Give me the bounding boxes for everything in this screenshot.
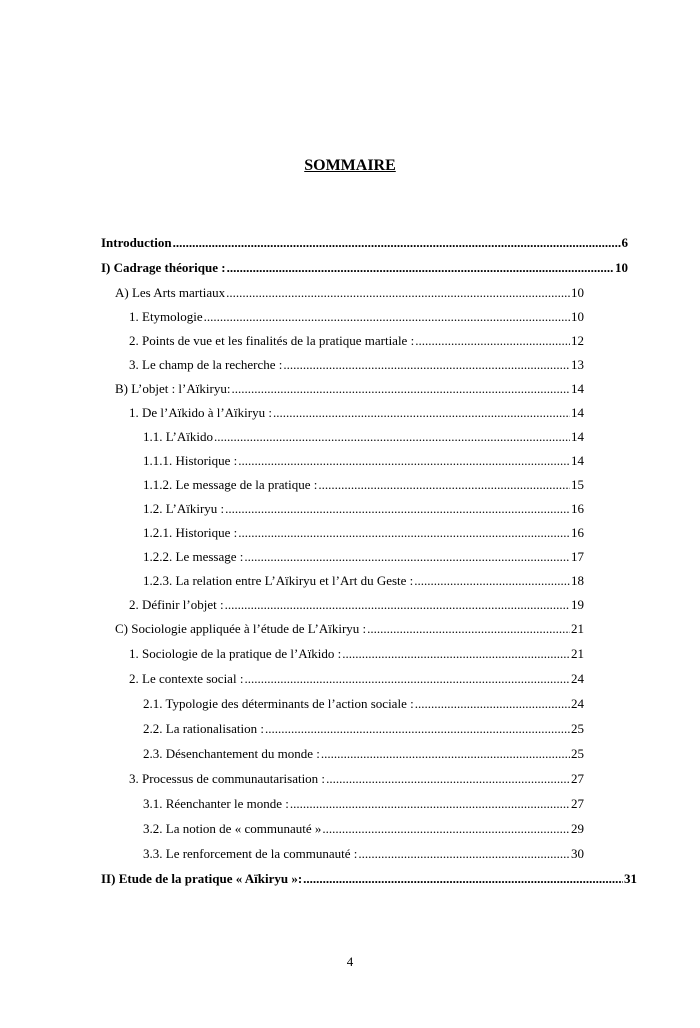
toc-entry-page: 30: [571, 846, 584, 861]
toc-entry-page: 27: [571, 771, 584, 786]
leader-dots: [265, 720, 570, 738]
toc-entry-label: 1.1.1. Historique :: [143, 453, 238, 468]
toc-entry-page: 10: [615, 260, 628, 275]
toc-entry: [101, 234, 628, 252]
toc-entry: [129, 308, 584, 326]
leader-dots: [321, 745, 570, 763]
toc-entry-page: 25: [571, 746, 584, 761]
leader-dots: [231, 380, 570, 398]
leader-dots: [225, 596, 570, 614]
leader-dots: [415, 695, 570, 713]
toc-entry-label: 1. Sociologie de la pratique de l’Aïkido :: [129, 646, 342, 661]
toc-entry: [143, 500, 584, 518]
toc-entry-page: 14: [571, 429, 584, 444]
toc-entry-page: 15: [571, 477, 584, 492]
toc-entry-page: 27: [571, 796, 584, 811]
leader-dots: [226, 284, 570, 302]
toc-entry-label: 1. De l’Aïkido à l’Aïkiryu :: [129, 405, 272, 420]
toc-entry-page: 10: [571, 285, 584, 300]
toc-entry-label: 2.2. La rationalisation :: [143, 721, 264, 736]
toc-entry: [129, 404, 584, 422]
toc-entry-label: 2. Le contexte social :: [129, 671, 244, 686]
toc-entry-page: 18: [571, 573, 584, 588]
toc-entry-page: 14: [571, 381, 584, 396]
toc-entry-label: 1.2. L’Aïkiryu :: [143, 501, 225, 516]
document-title: SOMMAIRE: [304, 157, 396, 174]
toc-entry: [143, 720, 584, 738]
toc-entry: [129, 645, 584, 663]
toc-entry: [101, 870, 637, 888]
toc-entry-label: C) Sociologie appliquée à l’étude de L’Aïkiryu :: [115, 621, 367, 636]
leader-dots: [244, 670, 570, 688]
toc-entry-label: Introduction: [101, 235, 172, 250]
toc-entry-label: 1. Etymologie: [129, 309, 203, 324]
toc-entry-page: 29: [571, 821, 584, 836]
leader-dots: [173, 234, 621, 252]
toc-entry-page: 14: [571, 405, 584, 420]
toc-entry-page: 16: [571, 501, 584, 516]
leader-dots: [290, 795, 570, 813]
toc-entry: [129, 596, 584, 614]
leader-dots: [367, 620, 570, 638]
leader-dots: [238, 524, 570, 542]
leader-dots: [318, 476, 570, 494]
leader-dots: [273, 404, 570, 422]
toc-entry: [115, 380, 584, 398]
leader-dots: [415, 332, 570, 350]
toc-entry: [129, 670, 584, 688]
toc-entry-label: 1.2.3. La relation entre L’Aïkiryu et l’Art du Geste :: [143, 573, 414, 588]
toc-entry: [143, 572, 584, 590]
toc-entry-label: 2. Définir l’objet :: [129, 597, 224, 612]
toc-entry-label: 1.1. L’Aïkido: [143, 429, 213, 444]
toc-entry-page: 17: [571, 549, 584, 564]
leader-dots: [214, 428, 570, 446]
toc-entry-label: 3.3. Le renforcement de la communauté :: [143, 846, 358, 861]
toc-entry-page: 19: [571, 597, 584, 612]
toc-entry: [129, 356, 584, 374]
toc-entry: [143, 820, 584, 838]
toc-entry-label: 2.3. Désenchantement du monde :: [143, 746, 320, 761]
toc-entry-label: I) Cadrage théorique :: [101, 260, 226, 275]
toc-entry: [143, 745, 584, 763]
leader-dots: [414, 572, 570, 590]
toc-entry: [143, 524, 584, 542]
toc-entry-page: 16: [571, 525, 584, 540]
toc-entry-label: 2. Points de vue et les finalités de la pratique martiale :: [129, 333, 415, 348]
leader-dots: [283, 356, 570, 374]
toc-entry-page: 24: [571, 671, 584, 686]
toc-entry: [143, 695, 584, 713]
toc-entry-page: 25: [571, 721, 584, 736]
toc-entry-page: 21: [571, 646, 584, 661]
toc-entry-label: 2.1. Typologie des déterminants de l’action sociale :: [143, 696, 414, 711]
toc-entry-label: B) L’objet : l’Aïkiryu:: [115, 381, 231, 396]
toc-entry-page: 12: [571, 333, 584, 348]
toc-entry-page: 14: [571, 453, 584, 468]
toc-entry-label: 3. Processus de communautarisation :: [129, 771, 326, 786]
toc-entry-label: 3.1. Réenchanter le monde :: [143, 796, 289, 811]
leader-dots: [358, 845, 570, 863]
toc-entry: [115, 620, 584, 638]
toc-entry-page: 31: [624, 871, 637, 886]
leader-dots: [244, 548, 570, 566]
toc-entry: [115, 284, 584, 302]
toc-entry-label: 3.2. La notion de « communauté »: [143, 821, 322, 836]
leader-dots: [322, 820, 570, 838]
toc-entry-label: 3. Le champ de la recherche :: [129, 357, 283, 372]
toc-entry: [101, 259, 628, 277]
toc-entry: [143, 845, 584, 863]
leader-dots: [204, 308, 570, 326]
toc-entry: [129, 332, 584, 350]
toc-entry-page: 13: [571, 357, 584, 372]
toc-entry-label: A) Les Arts martiaux: [115, 285, 226, 300]
toc-entry: [143, 452, 584, 470]
toc-entry-page: 10: [571, 309, 584, 324]
leader-dots: [227, 259, 614, 277]
toc-entry: [143, 548, 584, 566]
toc-entry-label: 1.2.2. Le message :: [143, 549, 244, 564]
toc-entry-page: 6: [621, 235, 628, 250]
toc-entry: [143, 476, 584, 494]
toc-entry-page: 21: [571, 621, 584, 636]
toc-entry-label: II) Etude de la pratique « Aïkiryu »:: [101, 871, 303, 886]
leader-dots: [225, 500, 570, 518]
toc-entry: [143, 795, 584, 813]
toc-entry-label: 1.1.2. Le message de la pratique :: [143, 477, 318, 492]
leader-dots: [326, 770, 570, 788]
leader-dots: [342, 645, 570, 663]
leader-dots: [303, 870, 623, 888]
leader-dots: [238, 452, 570, 470]
toc-entry-page: 24: [571, 696, 584, 711]
toc-entry: [143, 428, 584, 446]
toc-entry-label: 1.2.1. Historique :: [143, 525, 238, 540]
page-number: 4: [346, 954, 354, 969]
toc-entry: [129, 770, 584, 788]
